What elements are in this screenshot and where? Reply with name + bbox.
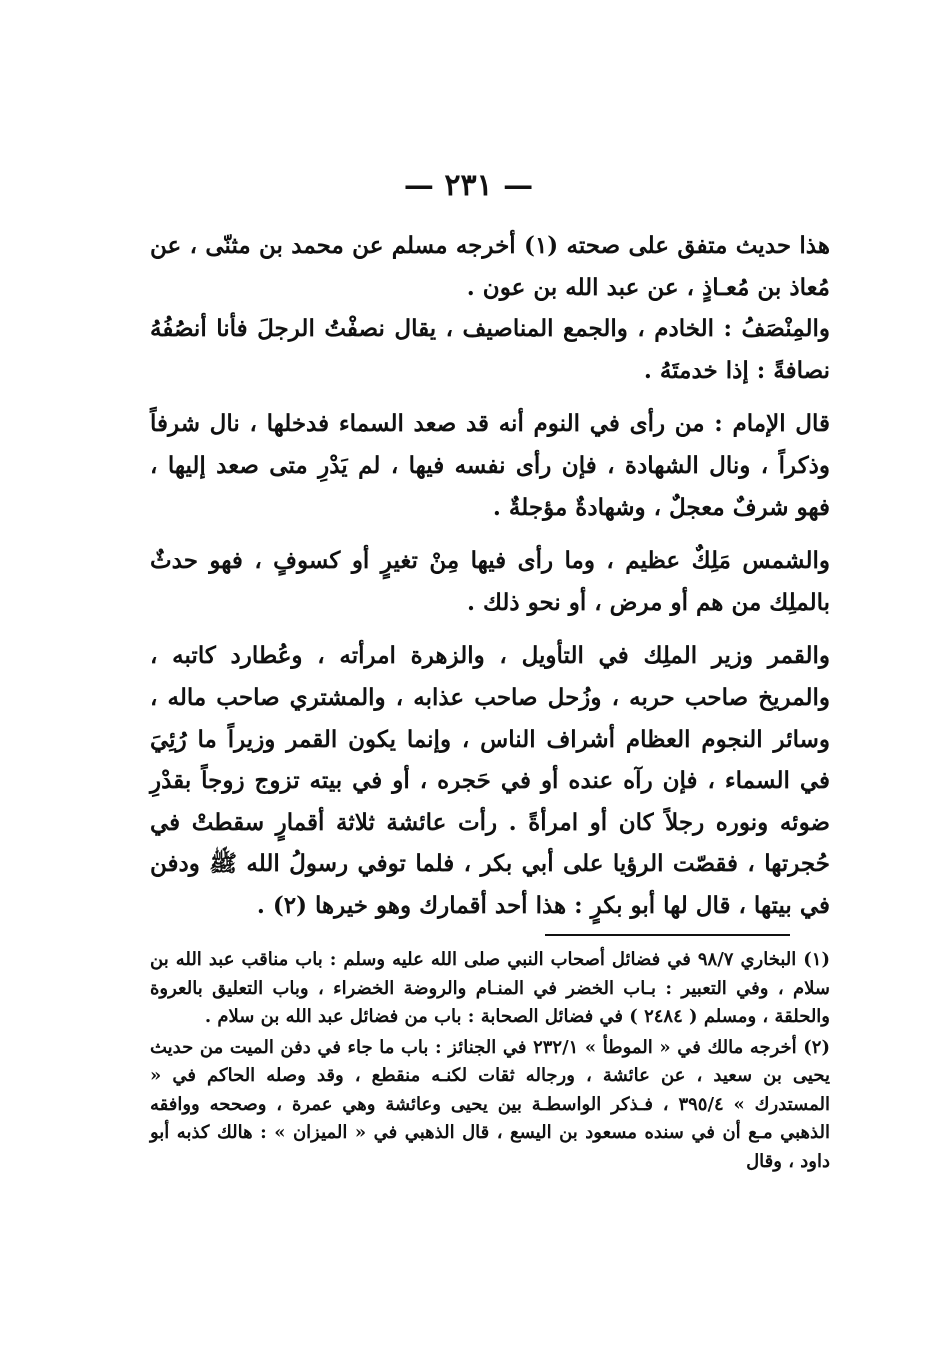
footnote-2: (٢) أخرجه مالك في « الموطأ » ٢٣٢/١ في الجنائز : باب ما جاء في دفن الميت من حديث يحيى بن سعيد ، عن عائشة ، ورجاله ثقات لكنـه منقطع ، وقد وصله الحاكم في « المستدرك » ٣٩٥/٤ ، فـذكر الواسطـة بين يحيى وعائشة وهي عمرة ، وصححه ووافقه الذهبي مـع أن في سنده مسعود بن اليسع ، قال الذهبي في « الميزان » : هالك كذبه أبو داود ، وقال xyxy=(150,1036,830,1172)
footnote-1: (١) البخاري ٩٨/٧ في فضائل أصحاب النبي صلى الله عليه وسلم : باب مناقب عبد الله بن سلام ، وفي التعبير : بـاب الخضر في المنـام والروضة الخضراء ، وباب التعليق بالعروة والحلقة ، ومسلم ( ٢٤٨٤ ) في فضائل الصحابة : باب من فضائل عبد الله بن سلام . xyxy=(150,949,830,1027)
page-number: — ٢٣١ — xyxy=(403,168,534,203)
paragraph-sun: والشمس مَلِكٌ عظيم ، وما رأى فيها مِنْ تغيرٍ أو كسوفٍ ، فهو حدثٌ بالملِك من هم أو مرض ، أو نحو ذلك . xyxy=(150,547,830,616)
main-text xyxy=(150,225,830,927)
paragraph-hadith-source: هذا حديث متفق على صحته (١) أخرجه مسلم عن محمد بن مثنّى ، عن مُعاذ بن مُعـاذٍ ، عن عبد الله بن عون . xyxy=(150,232,830,301)
paragraph-moon: والقمر وزير الملِك في التأويل ، والزهرة امرأته ، وعُطارد كاتبه ، والمريخ صاحب حربه ، وزُحل صاحب عذابه ، والمشتري صاحب ماله ، وسائر النجوم العظام أشراف الناس ، وإنما يكون القمر وزيراً ما رُئِيَ في السماء ، فإن رآه عنده أو في حَجره ، أو في بيته تزوج زوجاً بقدْرِ ضوئه ونوره رجلاً كان أو امرأةً . رأت عائشة ثلاثة أقمارٍ سقطتْ في حُجرتها ، فقصّت الرؤيا على أبي بكر ، فلما توفي رسولُ الله ﷺ ودفن في بيتها ، قال لها أبو بكرٍ : هذا أحد أقمارك وهو خيرها (٢) . xyxy=(150,642,830,919)
footnote-divider xyxy=(545,934,790,936)
footnotes xyxy=(150,946,830,1176)
paragraph-sky-dream: قال الإمام : من رأى في النوم أنه قد صعد السماء فدخلها ، نال شرفاً وذكراً ، ونال الشهادة ، فإن رأى نفسه فيها ، لم يَدْرِ متى صعد إليها ، فهو شرفٌ معجلٌ ، وشهادةٌ مؤجلةٌ . xyxy=(150,410,830,521)
paragraph-definition: والمِنْصَفُ : الخادم ، والجمع المناصيف ، يقال نصفْتُ الرجلَ فأنا أنصُفُهُ نصافةً : إذا خدمتَهُ . xyxy=(150,315,830,384)
